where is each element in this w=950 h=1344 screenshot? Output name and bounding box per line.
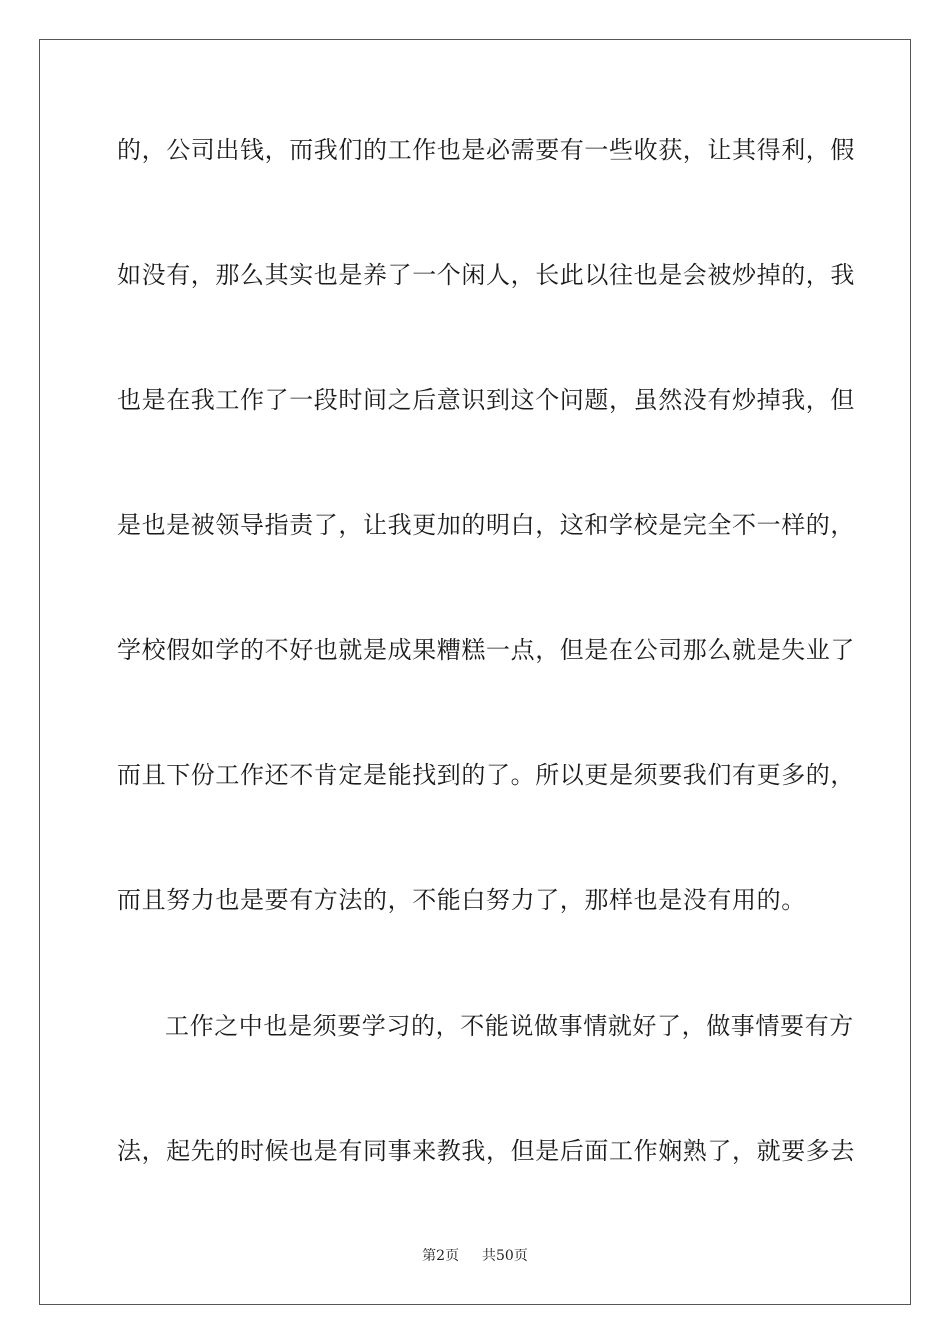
page-frame <box>39 39 911 1305</box>
paragraph-line: 的，公司出钱，而我们的工作也是必需要有一些收获，让其得利，假 <box>117 136 855 164</box>
paragraph-line: 而且下份工作还不肯定是能找到的了。所以更是须要我们有更多的， <box>117 761 855 789</box>
paragraph-line-indented: 工作之中也是须要学习的，不能说做事情就好了，做事情要有方 <box>165 1012 854 1040</box>
paragraph-line: 如没有，那么其实也是养了一个闲人，长此以往也是会被炒掉的，我 <box>117 261 855 289</box>
paragraph-line: 是也是被领导指责了，让我更加的明白，这和学校是完全不一样的， <box>117 511 855 539</box>
paragraph-line: 而且努力也是要有方法的，不能白努力了，那样也是没有用的。 <box>117 886 806 914</box>
paragraph-line: 法，起先的时候也是有同事来教我，但是后面工作娴熟了，就要多去 <box>117 1137 855 1165</box>
page-number: 第2页 <box>422 1248 460 1264</box>
page-total: 共50页 <box>482 1248 528 1264</box>
paragraph-line: 学校假如学的不好也就是成果糟糕一点，但是在公司那么就是失业了 <box>117 636 855 664</box>
paragraph-line: 也是在我工作了一段时间之后意识到这个问题，虽然没有炒掉我，但 <box>117 386 855 414</box>
page-footer <box>0 1246 950 1266</box>
